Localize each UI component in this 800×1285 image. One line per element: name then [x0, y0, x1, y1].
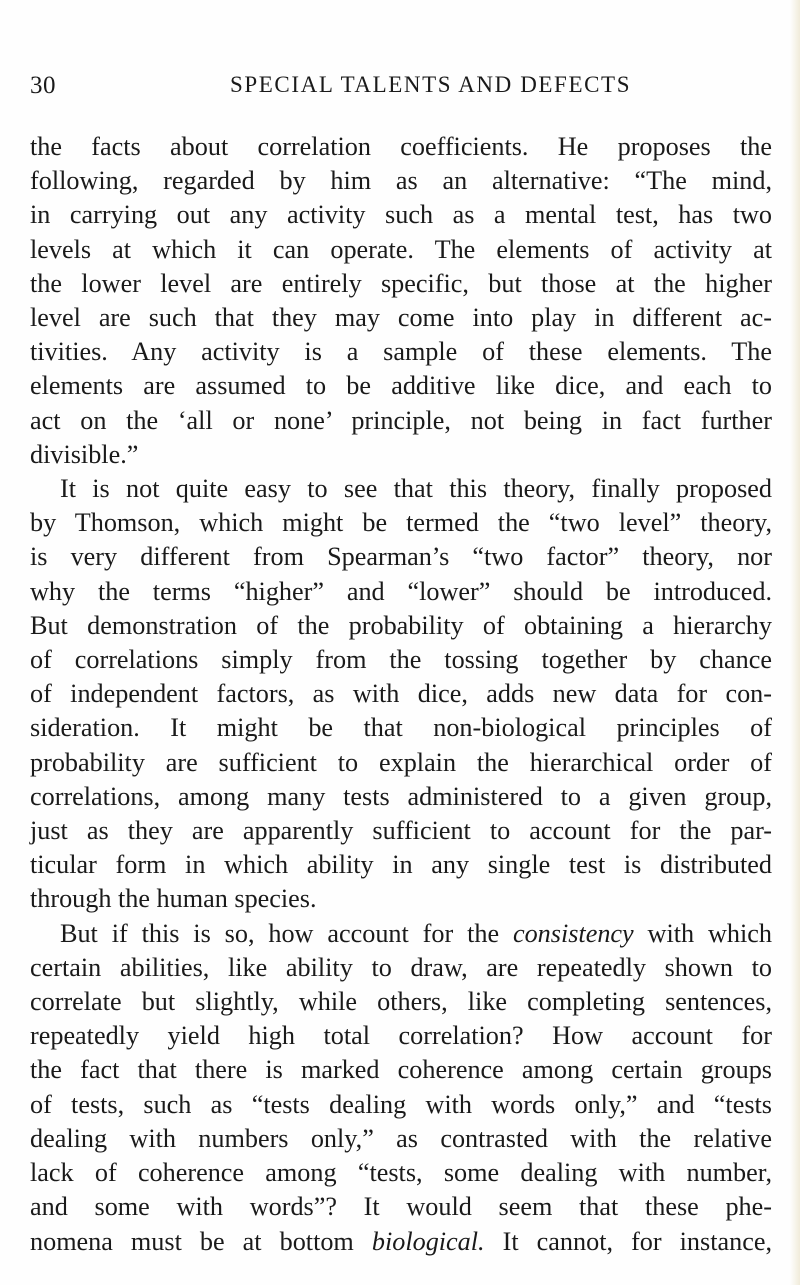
text-line: sideration. It might be that non-biological principles of	[30, 713, 772, 743]
text-line: elements are assumed to be additive like dice, and each to	[30, 371, 772, 401]
text-line: repeatedly yield high total correlation? How account for	[30, 1021, 772, 1051]
text-line	[30, 917, 772, 951]
text-line: divisible.”	[30, 439, 139, 469]
text-line: It is not quite easy to see that this theory, finally proposed	[60, 474, 772, 504]
text-line: tivities. Any activity is a sample of these elements. The	[30, 337, 772, 367]
body-text	[30, 130, 772, 1259]
text-line: through the human species.	[30, 884, 317, 914]
text-run: But if this is so, how account for the	[60, 918, 513, 948]
text-line	[30, 1225, 772, 1259]
text-line: correlate but slightly, while others, like completing sentences,	[30, 987, 772, 1017]
text-line: levels at which it can operate. The elements of activity at	[30, 234, 772, 264]
text-line: by Thomson, which might be termed the “two level” theory,	[30, 508, 772, 538]
text-run: It cannot, for instance,	[484, 1226, 772, 1256]
page-number: 30	[30, 72, 56, 99]
text-line: correlations, among many tests administered to a given group,	[30, 781, 772, 811]
text-line: of correlations simply from the tossing together by chance	[30, 645, 772, 675]
text-line: certain abilities, like ability to draw, are repeatedly shown to	[30, 952, 772, 982]
text-line: of independent factors, as with dice, adds new data for con-	[30, 679, 772, 709]
italic-term: biological.	[371, 1226, 485, 1256]
paragraph-2	[30, 472, 772, 917]
text-line: the fact that there is marked coherence among certain groups	[30, 1055, 772, 1085]
page-header	[30, 72, 772, 102]
italic-term: consistency	[512, 918, 634, 948]
text-line: why the terms “higher” and “lower” should be introduced.	[30, 576, 772, 606]
text-line: the lower level are entirely specific, but those at the higher	[30, 268, 772, 298]
text-line: is very different from Spearman’s “two factor” theory, nor	[30, 542, 772, 572]
text-line: the facts about correlation coefficients. He proposes the	[30, 132, 772, 161]
text-line: following, regarded by him as an alternative: “The mind,	[30, 166, 772, 196]
running-head: SPECIAL TALENTS AND DEFECTS	[230, 72, 632, 97]
page-edge-shadow	[790, 0, 800, 1285]
text-line: But demonstration of the probability of obtaining a hierarchy	[30, 610, 772, 640]
text-line: act on the ‘all or none’ principle, not being in fact further	[30, 405, 772, 435]
paragraph-3	[30, 917, 772, 1259]
text-line: level are such that they may come into play in different ac-	[30, 303, 772, 333]
text-line: just as they are apparently sufficient to account for the par-	[30, 816, 772, 846]
text-line: and some with words”? It would seem that these phe-	[30, 1192, 772, 1222]
text-line: ticular form in which ability in any single test is distributed	[30, 850, 772, 880]
text-run: nomena must be at bottom	[30, 1226, 372, 1256]
text-line: dealing with numbers only,” as contrasted with the relative	[30, 1123, 772, 1153]
paragraph-1	[30, 130, 772, 472]
text-line: lack of coherence among “tests, some dealing with number,	[30, 1158, 772, 1188]
text-line: in carrying out any activity such as a mental test, has two	[30, 200, 772, 230]
text-run: with which	[633, 918, 772, 948]
text-line: probability are sufficient to explain the hierarchical order of	[30, 747, 772, 777]
text-line: of tests, such as “tests dealing with words only,” and “tests	[30, 1089, 772, 1119]
